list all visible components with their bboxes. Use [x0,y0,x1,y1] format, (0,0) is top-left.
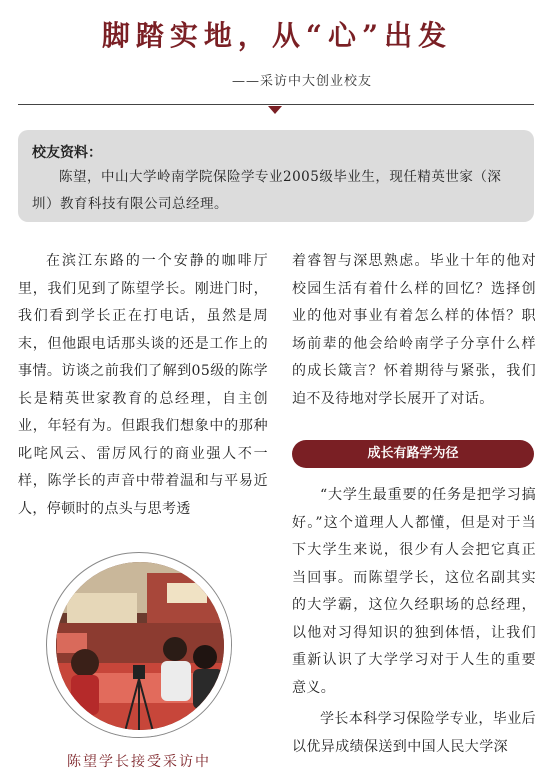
paragraph: 学长本科学习保险学专业，毕业后以优异成绩保送到中国人民大学深 [292,711,536,755]
article-right-column-body [292,482,536,765]
article-left-column: 在滨江东路的一个安静的咖啡厅里，我们见到了陈望学长。刚进门时，我们看到学长正在打电话，虽然是周末，但他跟电话那头谈的还是工作上的事情。访谈之前我们了解到05级的陈学长是精英世家教育的总经理，自主创业，年轻有为。但跟我们想象中的那种叱咤风云、雷厉风行的商业强人不一样，陈学长的声音中带着温和与平易近人，停顿时的点头与思考透 [18,253,268,517]
article-title: 脚踏实地，从“心”出发 [101,19,453,52]
article-right-column-intro: 着睿智与深思熟虑。毕业十年的他对校园生活有着什么样的回忆？选择创业的他对事业有着怎么样的体悟？职场前辈的他会给岭南学子分享什么样的成长箴言？怀着期待与紧张，我们迫不及待地对学长展开了对话。 [292,253,536,407]
section-heading: 成长有路学为径 [292,440,534,468]
paragraph: “大学生最重要的任务是把学习搞好。”这个道理人人都懂，但是对于当下大学生来说，很少有人会把它真正当回事。而陈望学长，这位名副其实的大学霸，这位久经职场的总经理，以他对习得知识的独到体悟，让我们重新认识了大学学习对于人生的重要意义。 [292,487,536,696]
interview-photo-illustration [47,553,232,738]
title-divider [18,104,534,105]
alumni-profile-box [18,130,534,222]
article-subtitle: ——采访中大创业校友 [231,74,372,89]
profile-text: 陈望，中山大学岭南学院保险学专业2005级毕业生，现任精英世家（深圳）教育科技有限公司总经理。 [32,169,502,212]
divider-triangle-icon [268,106,282,114]
interview-photo [46,552,232,738]
photo-caption: 陈望学长接受采访中 [67,754,211,770]
profile-heading: 校友资料： [32,145,102,161]
